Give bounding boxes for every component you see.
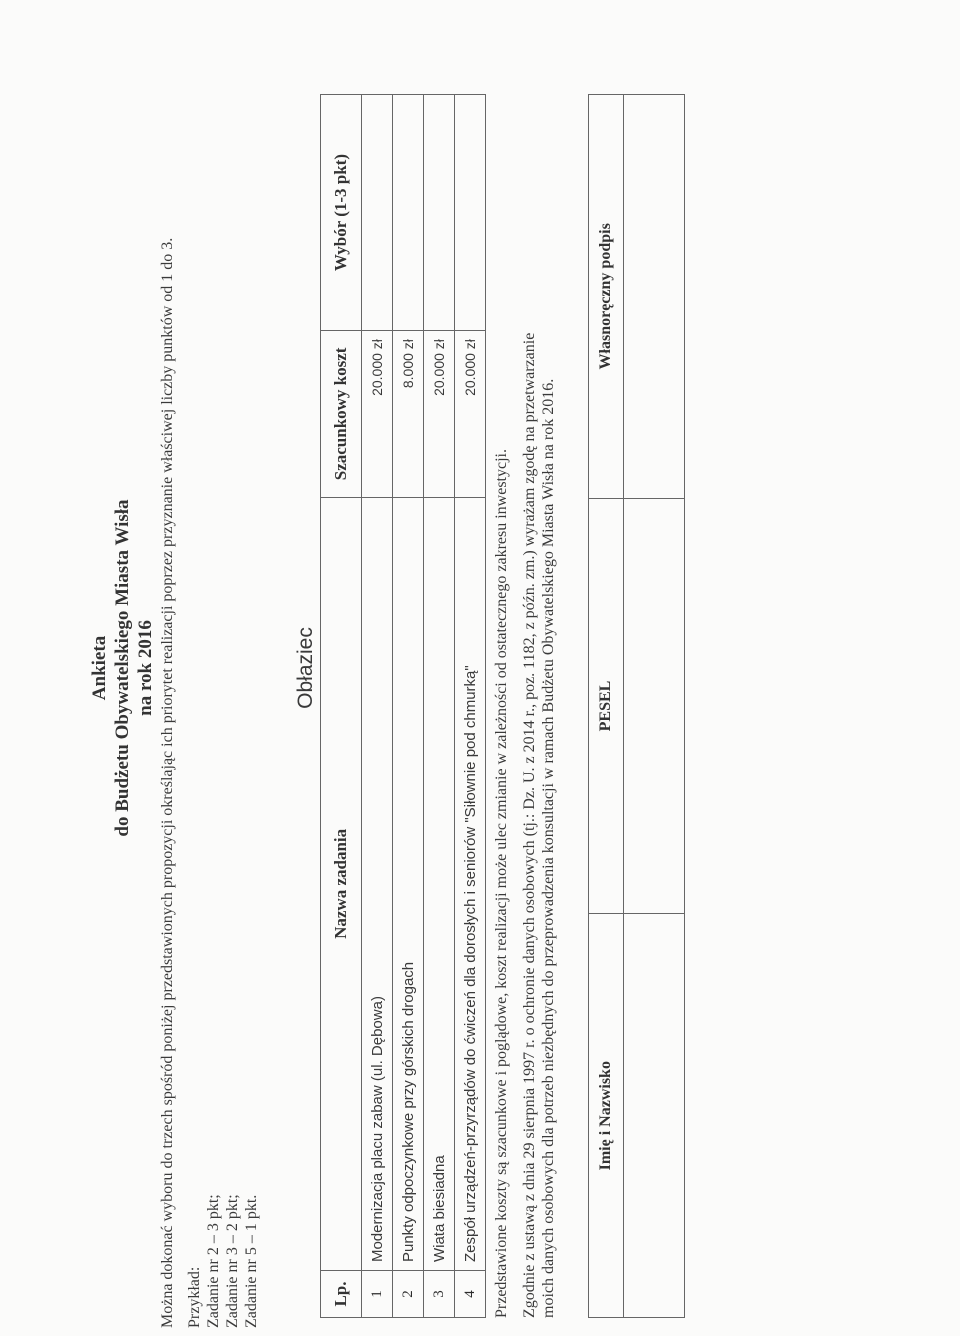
row-cost: 8.000 zł: [393, 331, 424, 498]
row-task-name: Punkty odpoczynkowe przy górskich drogach: [393, 497, 424, 1270]
row-lp: 4: [455, 1271, 486, 1318]
signature-header-row: [589, 95, 624, 1318]
table-row: [362, 95, 393, 1318]
header-task-name: Nazwa zadania: [321, 497, 362, 1270]
example-line-1: Zadanie nr 2 – 3 pkt;: [205, 1194, 222, 1328]
header-estimated-cost: Szacunkowy koszt: [321, 331, 362, 498]
full-name-field[interactable]: [624, 914, 685, 1318]
row-task-name: Wiata biesiadna: [424, 497, 455, 1270]
consent-line-1: Zgodnie z ustawą z dnia 29 sierpnia 1997 r. o ochronie danych osobowych (tj.: Dz. U. z 2014 r., poz. 1182, z późn. zm.) wyrażam zgodę na przetwarzanie: [521, 332, 538, 1318]
choice-field[interactable]: [424, 95, 455, 331]
row-cost: 20.000 zł: [362, 331, 393, 498]
row-lp: 3: [424, 1271, 455, 1318]
example-line-3: Zadanie nr 5 – 1 pkt.: [243, 1194, 260, 1328]
table-row: [455, 95, 486, 1318]
row-lp: 2: [393, 1271, 424, 1318]
tasks-table: [320, 94, 486, 1318]
table-row: [393, 95, 424, 1318]
row-task-name: Modernizacja placu zabaw (ul. Dębowa): [362, 497, 393, 1270]
cost-note: Przedstawione koszty są szacunkowe i poglądowe, koszt realizacji może ulec zmianie w zależności od ostatecznego zakresu inwestycji.: [493, 449, 510, 1318]
choice-field[interactable]: [393, 95, 424, 331]
row-cost: 20.000 zł: [455, 331, 486, 498]
pesel-field[interactable]: [624, 498, 685, 914]
consent-line-2: moich danych osobowych dla potrzeb niezbędnych do przeprowadzenia konsultacji w ramach Budżetu Obywatelskiego Miasta Wisła na rok 2016.: [540, 378, 557, 1318]
example-label: Przykład:: [186, 1266, 203, 1328]
header-choice: Wybór (1-3 pkt): [321, 95, 362, 331]
survey-title: [88, 0, 157, 1336]
title-line-3: na rok 2016: [135, 620, 156, 716]
header-signature: Własnoręczny podpis: [589, 95, 624, 499]
signature-field[interactable]: [624, 95, 685, 499]
signature-table: [588, 94, 685, 1318]
tasks-header-row: [321, 95, 362, 1318]
row-lp: 1: [362, 1271, 393, 1318]
title-line-1: Ankieta: [89, 635, 110, 701]
table-row: [424, 95, 455, 1318]
instruction-text: Można dokonać wyboru do trzech spośród poniżej przedstawionych propozycji określając ich priorytet realizacji poprzez przyznanie właściwej liczby punktów od 1 do 3.: [159, 237, 176, 1328]
section-title: Obłaziec: [294, 627, 317, 709]
row-cost: 20.000 zł: [424, 331, 455, 498]
choice-field[interactable]: [362, 95, 393, 331]
instructions: [158, 28, 261, 1328]
header-pesel: PESEL: [589, 498, 624, 914]
choice-field[interactable]: [455, 95, 486, 331]
header-lp: Lp.: [321, 1271, 362, 1318]
signature-input-row: [624, 95, 685, 1318]
title-line-2: do Budżetu Obywatelskiego Miasta Wisła: [112, 499, 133, 837]
row-task-name: Zespół urządzeń-przyrządów do ćwiczeń dla dorosłych i seniorów "Siłownie pod chmurką": [455, 497, 486, 1270]
header-full-name: Imię i Nazwisko: [589, 914, 624, 1318]
notes: [492, 58, 558, 1318]
example-line-2: Zadanie nr 3 – 2 pkt;: [224, 1194, 241, 1328]
